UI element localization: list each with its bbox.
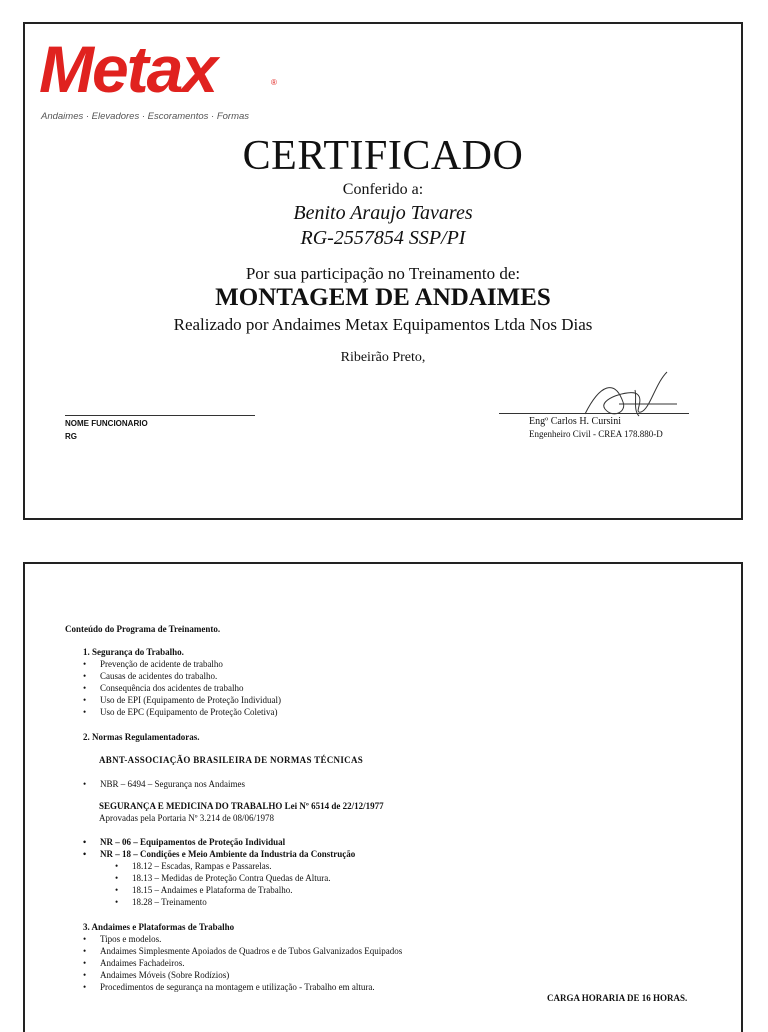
engineer-name: Engº Carlos H. Cursini [529,416,621,427]
section1-title: 1. Segurança do Trabalho. [83,647,184,657]
section3-title: 3. Andaimes e Plataformas de Trabalho [83,922,235,932]
list-item: • Uso de EPI (Equipamento de Proteção Individual) [83,694,281,706]
logo-wordmark: Metax [39,32,217,106]
engineer-title: Engenheiro Civil - CREA 178.880-D [529,429,663,439]
list-item: • Andaimes Móveis (Sobre Rodízios) [83,969,402,981]
program-heading: Conteúdo do Programa de Treinamento. [65,624,221,634]
abnt-title: ABNT-ASSOCIAÇÃO BRASILEIRA DE NORMAS TÉCNICAS [99,755,364,765]
law-title: SEGURANÇA E MEDICINA DO TRABALHO Lei Nº 6514 de 22/12/1977 [99,801,384,811]
list-item: • Prevenção de acidente de trabalho [83,658,281,670]
program-page [23,562,743,1032]
conferred-label: Conferido a: [342,181,424,198]
course-name: MONTAGEM DE ANDAIMES [215,284,551,311]
logo-tagline: Andaimes · Elevadores · Escoramentos · Formas [41,111,250,122]
list-item: • NBR – 6494 – Segurança nos Andaimes [83,778,245,790]
employee-name-label: NOME FUNCIONARIO [65,419,148,428]
law-approval: Aprovadas pela Portaria Nº 3.214 de 08/06/1978 [99,813,275,823]
nr-list [83,836,355,860]
list-item: • NR – 18 – Condições e Meio Ambiente da Industria da Construção [83,848,355,860]
metax-logo [39,34,279,126]
list-item: • Uso de EPC (Equipamento de Proteção Coletiva) [83,706,281,718]
list-item: • Procedimentos de segurança na montagem e utilização - Trabalho em altura. [83,981,402,993]
certificate-page [23,22,743,520]
conducted-by: Realizado por Andaimes Metax Equipamentos Ltda Nos Dias [173,315,593,334]
engineer-signature-line [499,413,689,414]
list-item: • NR – 06 – Equipamentos de Proteção Individual [83,836,355,848]
list-item: • Tipos e modelos. [83,933,402,945]
list-item: • 18.13 – Medidas de Proteção Contra Quedas de Altura. [115,872,330,884]
nbr-list [83,778,245,790]
certificate-title: CERTIFICADO [242,133,524,179]
section3-list [83,933,402,993]
workload-hours: CARGA HORARIA DE 16 HORAS. [547,993,688,1003]
nr18-sublist [115,860,330,908]
recipient-name: Benito Araujo Tavares [293,202,473,224]
list-item: • Andaimes Fachadeiros. [83,957,402,969]
recipient-id: RG-2557854 SSP/PI [300,227,466,249]
engineer-signature [575,364,685,424]
list-item: • Causas de acidentes do trabalho. [83,670,281,682]
list-item: • Consequência dos acidentes de trabalho [83,682,281,694]
section1-list [83,658,281,718]
list-item: • Andaimes Simplesmente Apoiados de Quadros e de Tubos Galvanizados Equipados [83,945,402,957]
employee-rg-label: RG [65,432,77,441]
list-item: • 18.12 – Escadas, Rampas e Passarelas. [115,860,330,872]
logo-registered-mark: ® [271,78,277,87]
list-item: • 18.28 – Treinamento [115,896,330,908]
employee-signature-line [65,415,255,416]
section2-title: 2. Normas Regulamentadoras. [83,732,200,742]
list-item: • 18.15 – Andaimes e Plataforma de Trabalho. [115,884,330,896]
participation-label: Por sua participação no Treinamento de: [245,264,521,283]
city-line: Ribeirão Preto, [340,350,426,365]
